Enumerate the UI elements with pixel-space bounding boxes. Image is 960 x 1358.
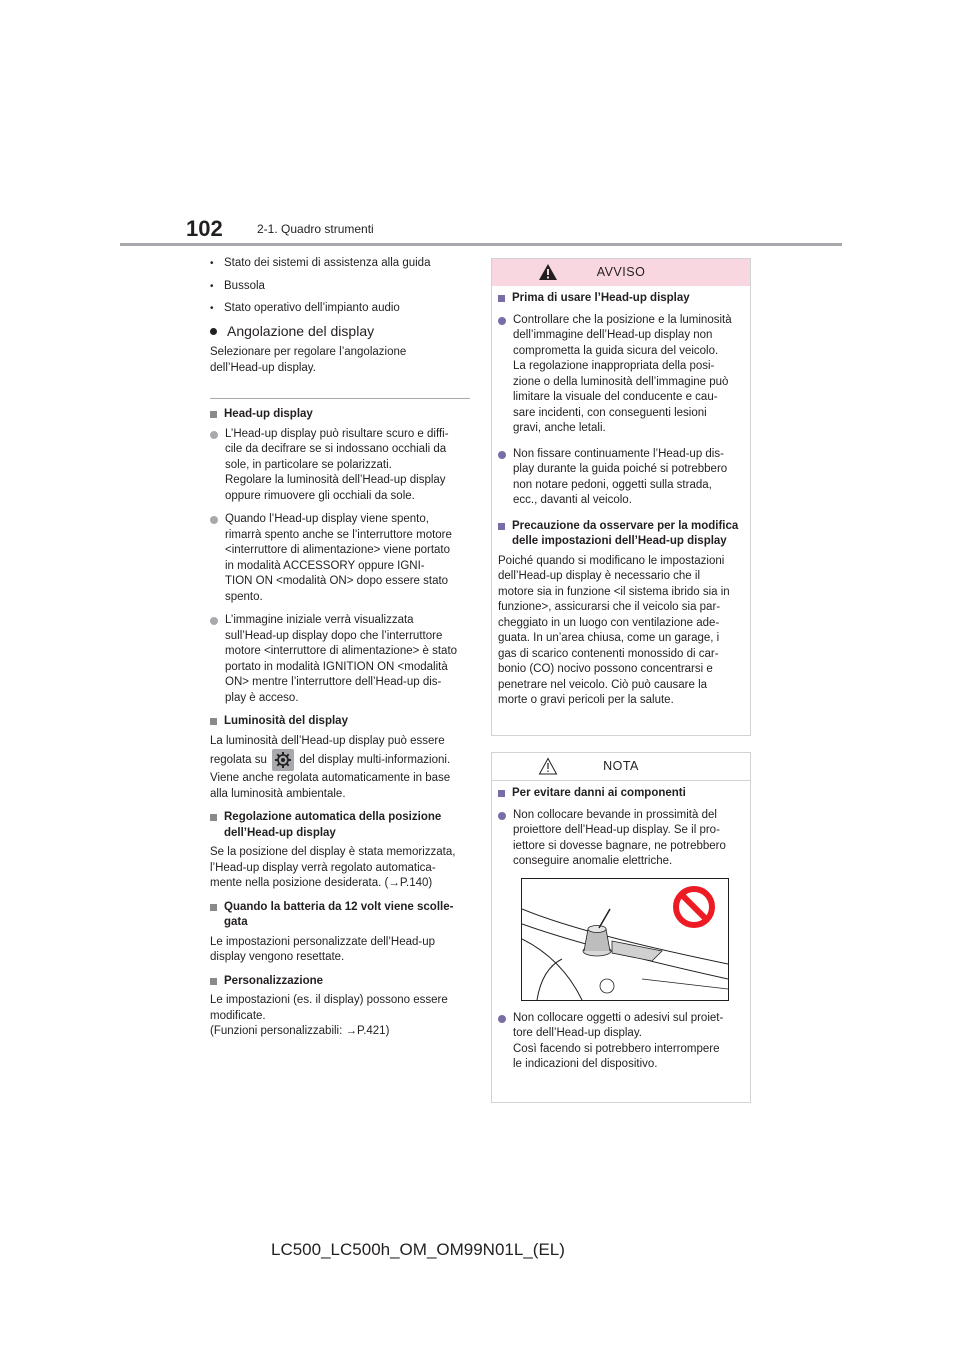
- warning-triangle-icon: [538, 263, 558, 281]
- section-title: Luminosità del display: [210, 714, 470, 730]
- section-body: Le impostazioni (es. il display) possono essere modificate. (Funzioni personalizzabili: →P.421): [210, 994, 448, 1037]
- section-battery: [210, 900, 470, 966]
- page-number: 102: [186, 216, 223, 241]
- section-autoadjust: [210, 810, 470, 892]
- section-body: La luminosità dell’Head-up display può essere regolata su del display multi-informazioni. Viene anche regolata automaticamente in base alla luminosità ambientale.: [210, 734, 451, 800]
- section-body: Le impostazioni personalizzate dell’Head-up display vengono resettate.: [210, 935, 436, 963]
- section-brightness: [210, 714, 470, 802]
- square-bullet-icon: [210, 814, 217, 821]
- circle-bullet-icon: [498, 812, 506, 820]
- section-title: Head-up display: [210, 407, 470, 423]
- square-bullet-icon: [498, 295, 505, 302]
- header-rule: [120, 243, 842, 246]
- list-item: Non fissare continuamente l’Head-up dis- play durante la guida poiché si potrebbero non notare pedoni, oggetti sulla strada, ecc., davanti al veicolo.: [498, 447, 744, 509]
- note-title: NOTA: [492, 753, 750, 781]
- circle-bullet-icon: [498, 451, 506, 459]
- gear-icon: [272, 749, 294, 771]
- section-title: Precauzione da osservare per la modifica delle impostazioni dell’Head-up display: [498, 519, 744, 550]
- list-item: • Bussola: [210, 279, 470, 295]
- warning-title: AVVISO: [492, 259, 750, 286]
- chapter-title: 2-1. Quadro strumenti: [257, 222, 374, 236]
- square-bullet-icon: [210, 978, 217, 985]
- section-body: Poiché quando si modificano le impostazioni dell’Head-up display è necessario che il motore sia in funzione <il sistema ibrido sia in funzione>, assicurarsi che il veicolo sia par- cheggiato in un luogo con ventilazione ade- guata. In un’area chiusa, come un garage, i gas di scarico contenenti monossido di car- bonio (CO) nocivo possono concentrarsi e penetrare nel veicolo. Ciò può causare la morte o gravi pericoli per la salute.: [498, 554, 730, 706]
- section-title: Quando la batteria da 12 volt viene scolle- gata: [210, 900, 470, 931]
- list-item: L’Head-up display può risultare scuro e diffi- cile da decifrare se si indossano occhiali da sole, in particolare se polarizzati. Regolare la luminosità dell’Head-up display oppure rimuovere gli occhiali da sole.: [210, 427, 470, 505]
- subheading-label: Angolazione del display: [227, 322, 375, 339]
- section-title: Regolazione automatica della posizione dell’Head-up display: [210, 810, 470, 841]
- note-box: [491, 752, 751, 1103]
- circle-bullet-icon: [498, 1015, 506, 1023]
- list-item: Quando l’Head-up display viene spento, rimarrà spento anche se l’interruttore motore <interruttore di alimentazione> viene portato in modalità ACCESSORY oppure IGNI- TION ON <modalità ON> dopo essere stato spento.: [210, 512, 470, 605]
- section-title: Personalizzazione: [210, 974, 470, 990]
- circle-bullet-icon: [498, 317, 506, 325]
- square-bullet-icon: [498, 790, 505, 797]
- list-item: Non collocare bevande in prossimità del proiettore dell’Head-up display. Se il pro- iettore si dovesse bagnare, ne potrebbero conseguire anomalie elettriche.: [498, 808, 744, 870]
- circle-bullet-icon: [210, 431, 218, 439]
- section-custom: [210, 974, 470, 1040]
- bullet-dot-icon: [210, 328, 217, 335]
- square-bullet-icon: [210, 411, 217, 418]
- section-body: Se la posizione del display è stata memorizzata, l’Head-up display verrà regolato automatica- mente nella posizione desiderata. (→P.140): [210, 846, 456, 889]
- list-item: Non collocare oggetti o adesivi sul proiet- tore dell’Head-up display. Così facendo si potrebbero interrompere le indicazioni del dispositivo.: [498, 1011, 744, 1073]
- subheading-text: Selezionare per regolare l’angolazione dell’Head-up display.: [210, 346, 407, 374]
- illustration: [521, 878, 729, 1001]
- list-item: L’immagine iniziale verrà visualizzata sull’Head-up display dopo che l’interruttore motore <interruttore di alimentazione> è stato portato in modalità IGNITION ON <modalità ON> mentre l’interruttore dell’Head-up dis- play è acceso.: [210, 613, 470, 706]
- square-bullet-icon: [498, 523, 505, 530]
- caution-triangle-icon: [538, 757, 558, 775]
- section-title: Prima di usare l’Head-up display: [498, 291, 744, 307]
- circle-bullet-icon: [210, 617, 218, 625]
- list-item: Controllare che la posizione e la luminosità dell’immagine dell’Head-up display non comprometta la guida sicura del veicolo. La regolazione inappropriata della posi- zione o della luminosità dell’immagine può limitare la visuale del conducente e cau- sare incidenti, con conseguenti lesioni gravi, anche letali.: [498, 313, 744, 437]
- square-bullet-icon: [210, 718, 217, 725]
- circle-bullet-icon: [210, 516, 218, 524]
- list-item: • Stato operativo dell’impianto audio: [210, 301, 470, 317]
- divider: [210, 398, 470, 399]
- subheading: [210, 324, 470, 340]
- section-title: Per evitare danni ai componenti: [498, 786, 744, 802]
- warning-box: [491, 258, 751, 736]
- status-bullets: [210, 256, 470, 317]
- section-headup: [210, 407, 470, 706]
- square-bullet-icon: [210, 904, 217, 911]
- list-item: • Stato dei sistemi di assistenza alla guida: [210, 256, 470, 272]
- left-column: [210, 256, 470, 1048]
- footer-code: LC500_LC500h_OM_OM99N01L_(EL): [271, 1240, 565, 1259]
- prohibition-icon: [672, 885, 716, 929]
